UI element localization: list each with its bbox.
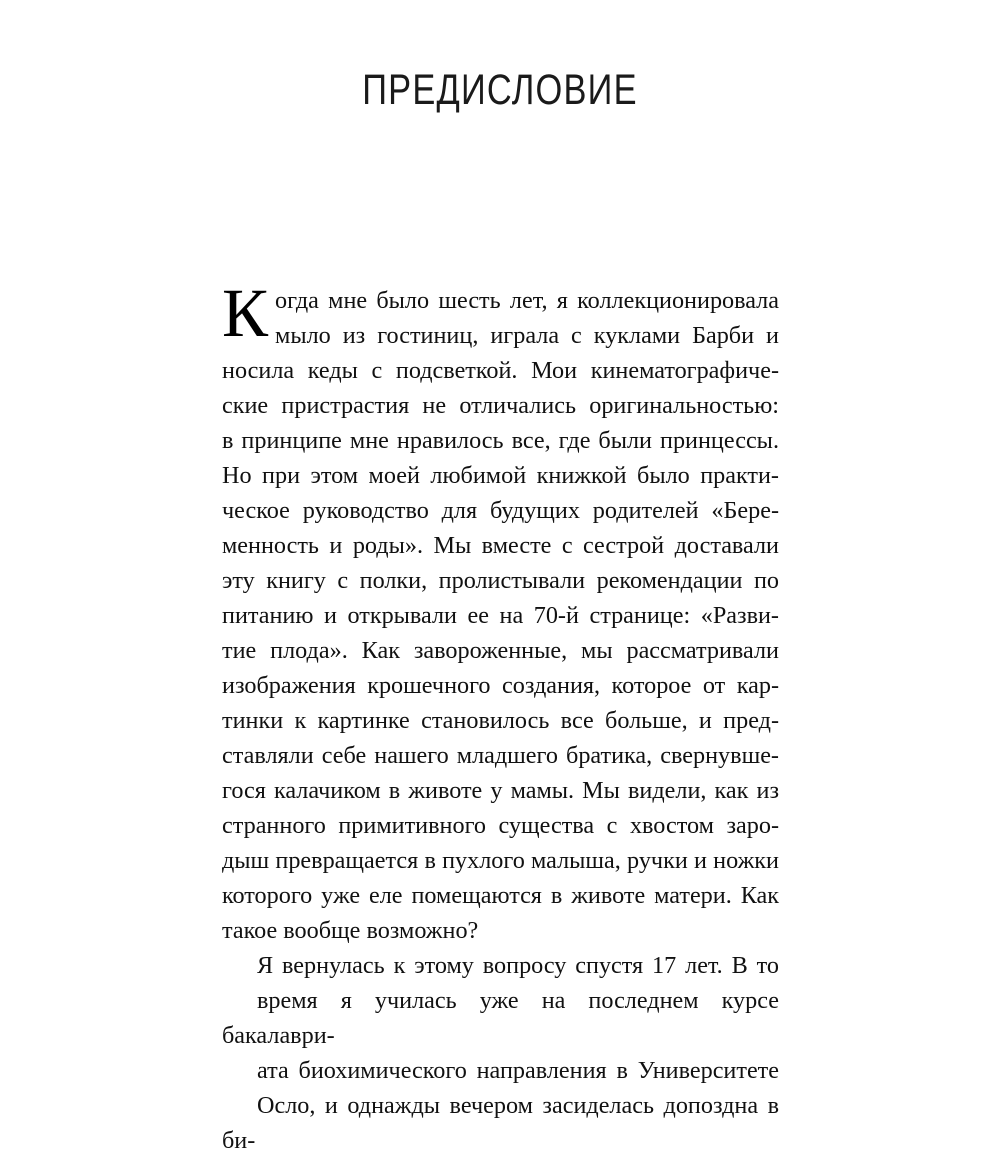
text-line: носила кеды с подсветкой. Мои кинематографиче- xyxy=(222,357,779,384)
text-line: изображения крошечного создания, которое от кар- xyxy=(222,672,779,699)
text-line: тие плода». Как завороженные, мы рассматривали xyxy=(222,637,779,664)
text-line: ческое руководство для будущих родителей «Бере- xyxy=(222,497,779,524)
text-line: время я училась уже на последнем курсе бакалаври- xyxy=(222,987,786,1049)
body-text-block xyxy=(222,275,786,1158)
paragraph-2 xyxy=(222,948,786,1158)
text-line: ские пристрастия не отличались оригинальностью: xyxy=(222,392,779,419)
text-line: ата биохимического направления в Университете xyxy=(257,1057,779,1084)
text-line: гося калачиком в животе у мамы. Мы видели, как из xyxy=(222,777,779,804)
text-line: питанию и открывали ее на 70-й странице: «Разви- xyxy=(222,602,779,629)
text-line: странного примитивного существа с хвостом заро- xyxy=(222,812,779,839)
text-line: ставляли себе нашего младшего братика, свернувше- xyxy=(222,742,779,769)
text-line: дыш превращается в пухлого малыша, ручки и ножки xyxy=(222,847,779,874)
page-title: ПРЕДИСЛОВИЕ xyxy=(362,65,638,114)
text-line: такое вообще возможно? xyxy=(222,917,479,944)
text-line: тинки к картинке становилось все больше, и пред- xyxy=(222,707,779,734)
paragraph-1 xyxy=(222,275,779,948)
text-line: Я вернулась к этому вопросу спустя 17 лет. В то xyxy=(257,952,779,979)
text-line: Но при этом моей любимой книжкой было практи- xyxy=(222,462,779,489)
text-line: менность и роды». Мы вместе с сестрой доставали xyxy=(222,532,779,559)
text-line: огда мне было шесть лет, я коллекционировала xyxy=(275,287,779,314)
text-line: Осло, и однажды вечером засиделась допоздна в би- xyxy=(222,1092,786,1154)
text-line: в принципе мне нравилось все, где были принцессы. xyxy=(222,427,779,454)
text-line: которого уже еле помещаются в животе матери. Как xyxy=(222,882,779,909)
text-line: эту книгу с полки, пролистывали рекомендации по xyxy=(222,567,779,594)
drop-cap-letter: К xyxy=(222,275,269,351)
text-line: мыло из гостиниц, играла с куклами Барби и xyxy=(275,322,779,349)
